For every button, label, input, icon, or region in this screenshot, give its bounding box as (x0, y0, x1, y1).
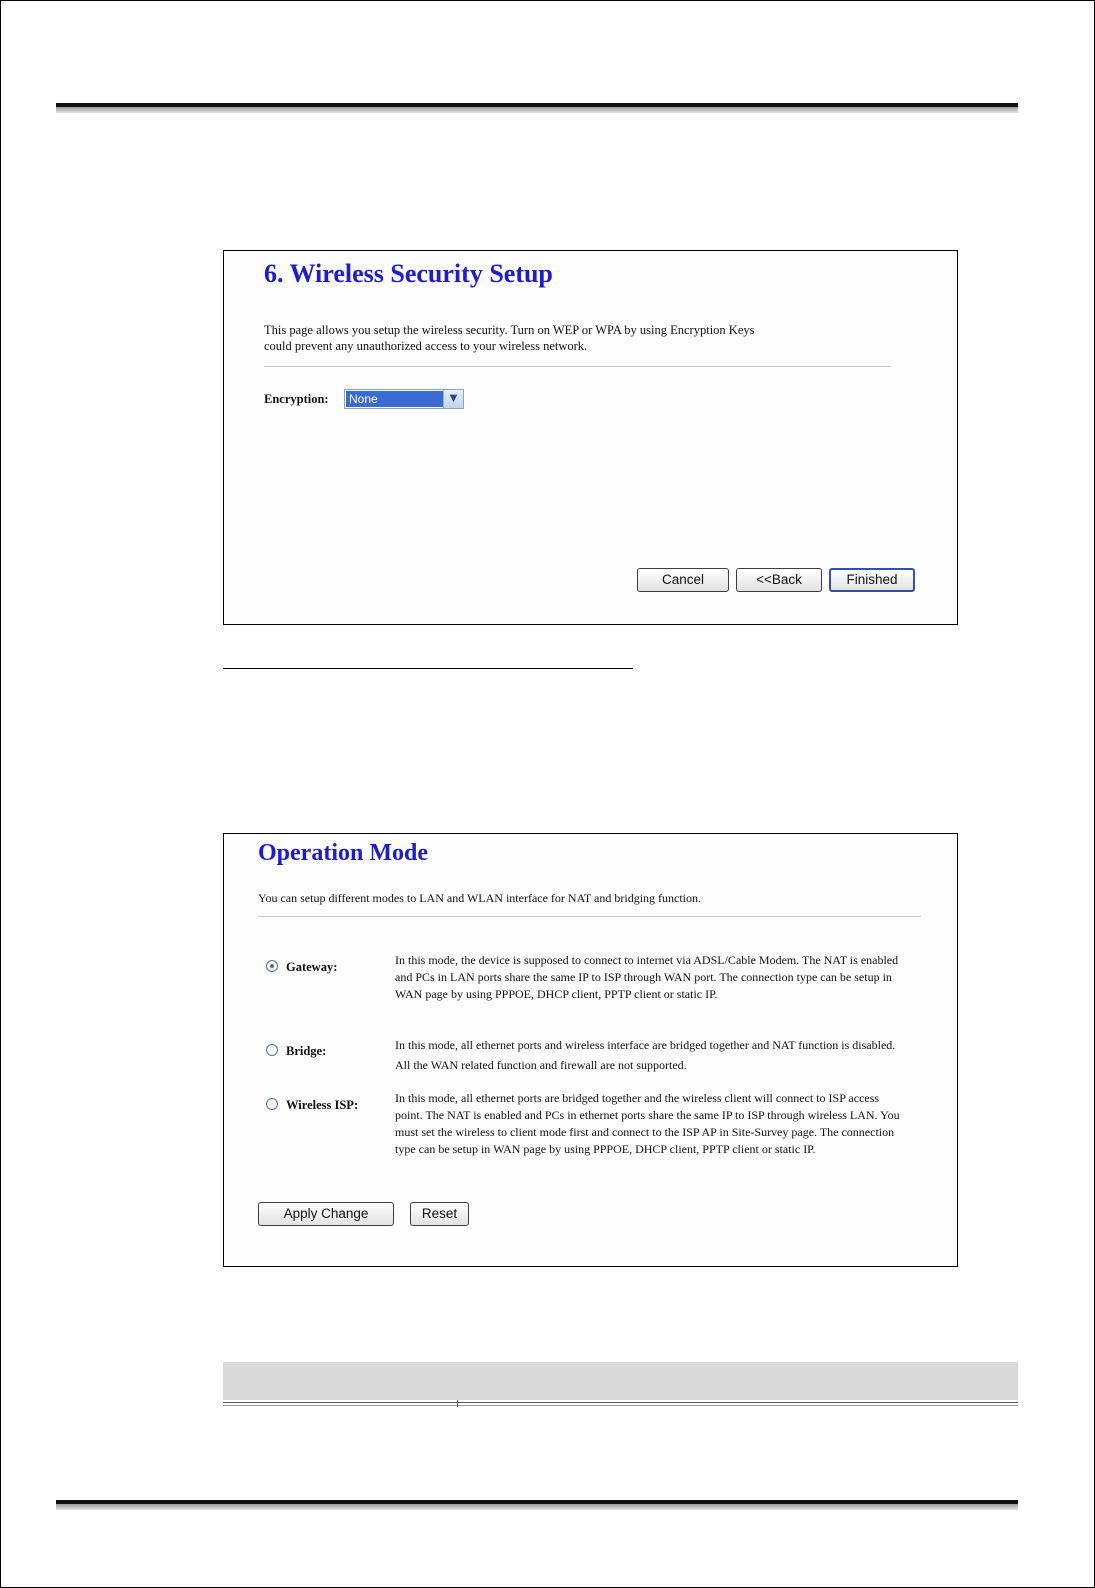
finished-button[interactable]: Finished (829, 568, 915, 592)
bridge-description: In this mode, all ethernet ports and wireless interface are bridged together and NAT function is disabled. All the WAN related function and firewall are not supported. (395, 1038, 896, 1072)
bridge-label: Bridge: (286, 1044, 327, 1058)
encryption-select-value: None (346, 391, 443, 407)
encryption-label: Encryption: (264, 392, 329, 406)
divider (258, 916, 921, 917)
description-line-1: This page allows you setup the wireless security. Turn on WEP or WPA by using Encryption Keys (264, 323, 755, 337)
page-title: 6. Wireless Security Setup (264, 259, 553, 288)
footer-rule (56, 1500, 1018, 1510)
back-button[interactable]: <<Back (736, 568, 822, 592)
wireless-isp-label: Wireless ISP: (286, 1098, 359, 1112)
caption-underline (223, 668, 633, 669)
wireless-isp-description: In this mode, all ethernet ports are bridged together and the wireless client will connect to ISP access point. The NAT is enabled and PCs in ethernet ports share the same IP to ISP through wireless LAN. You must set the wireless to client mode first and connect to the ISP AP in Site-Survey page. The connection type can be setup in WAN page by using PPPOE, DHCP client, PPTP client or static IP. (395, 1091, 900, 1156)
cancel-button[interactable]: Cancel (637, 568, 729, 592)
wireless-security-panel (223, 250, 958, 625)
wireless-isp-radio[interactable] (266, 1098, 278, 1110)
page-title: Operation Mode (258, 840, 428, 866)
bridge-radio[interactable] (266, 1044, 278, 1056)
description-line-2: could prevent any unauthorized access to your wireless network. (264, 339, 588, 353)
apply-change-button[interactable]: Apply Change (258, 1202, 394, 1226)
operation-mode-panel (223, 833, 958, 1267)
reset-button[interactable]: Reset (410, 1202, 469, 1226)
gateway-radio[interactable] (266, 960, 278, 972)
table-rule (223, 1405, 1018, 1406)
divider (264, 366, 891, 367)
gateway-label: Gateway: (286, 960, 338, 974)
encryption-select[interactable] (344, 389, 464, 409)
table-rule (223, 1402, 1018, 1403)
table-header (223, 1362, 1018, 1400)
gateway-description: In this mode, the device is supposed to connect to internet via ADSL/Cable Modem. The NAT is enabled and PCs in LAN ports share the same IP to ISP through WAN port. The connection type can be setup in WAN page by using PPPOE, DHCP client, PPTP client or static IP. (395, 953, 899, 1001)
header-rule (56, 103, 1018, 113)
table-column-divider (457, 1400, 458, 1407)
operation-mode-description: You can setup different modes to LAN and WLAN interface for NAT and bridging function. (258, 891, 702, 905)
chevron-down-icon[interactable]: ▼ (443, 390, 463, 408)
